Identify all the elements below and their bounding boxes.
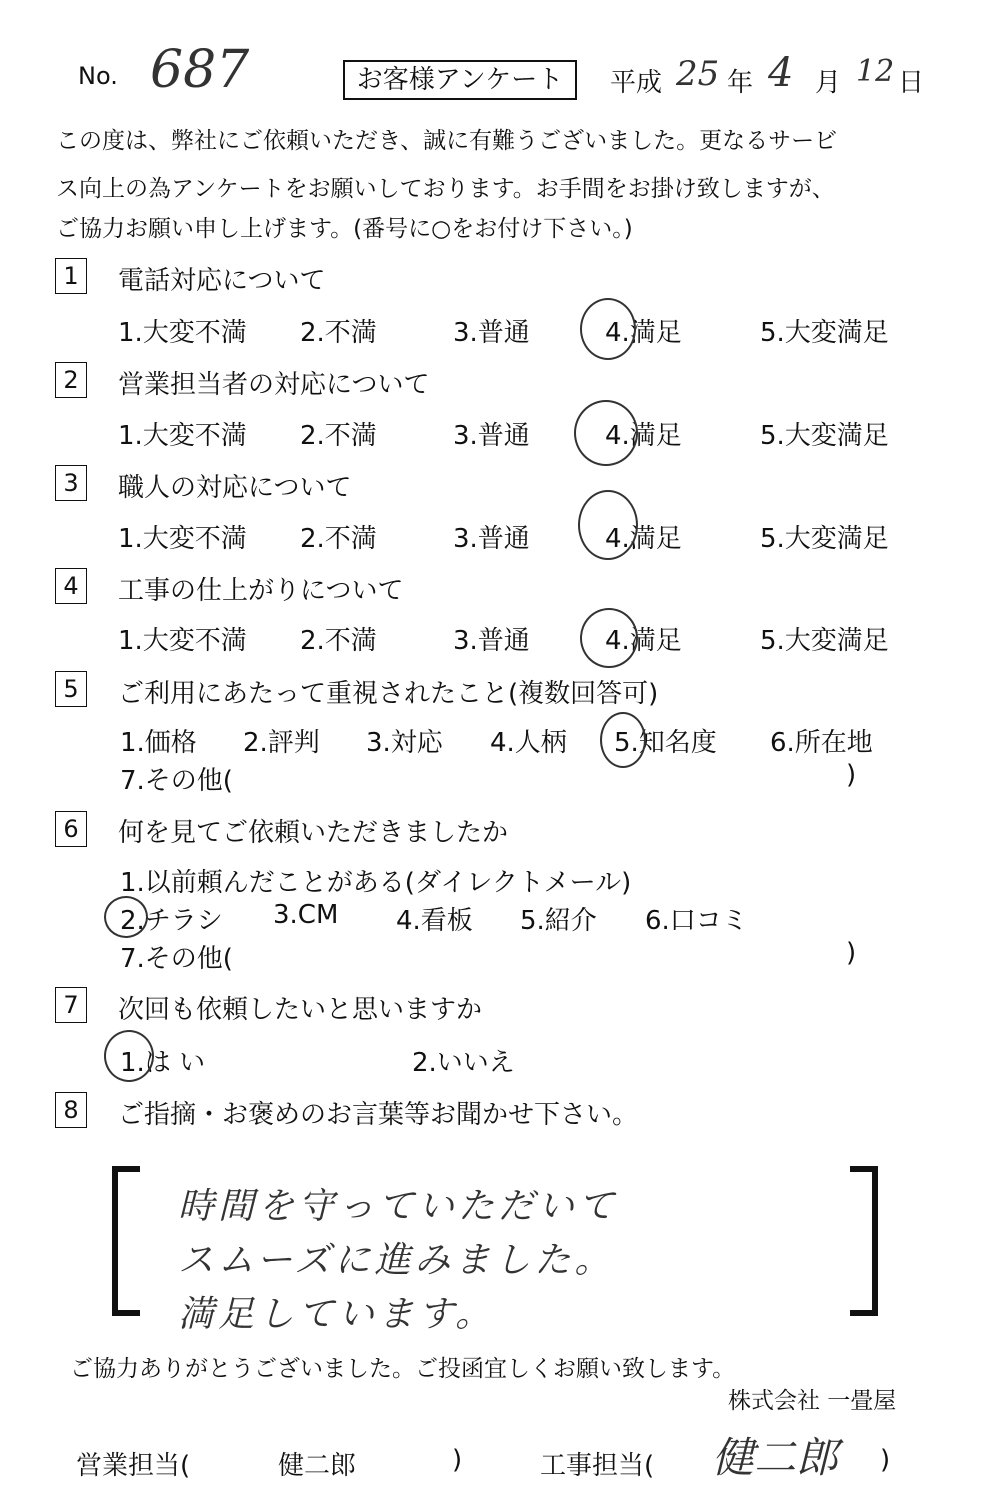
thanks-text: ご協力ありがとうございました。ご投函宜しくお願い致します。	[70, 1356, 736, 1382]
comment-bracket-left	[112, 1166, 140, 1316]
sales-person-name: 健二郎	[278, 1451, 357, 1481]
month-unit: 月	[815, 68, 842, 98]
q6-option-1[interactable]: 1.以前頼んだことがある(ダイレクトメール)	[120, 868, 632, 898]
q6-selection-circle	[104, 896, 148, 938]
question-7-text: 次回も依頼したいと思いますか	[118, 995, 483, 1025]
q1-option-1[interactable]: 1.大変不満	[118, 318, 247, 348]
q2-option-5[interactable]: 5.大変満足	[760, 421, 889, 451]
q6-option-4[interactable]: 4.看板	[396, 906, 473, 936]
sales-label: 営業担当(	[76, 1451, 191, 1481]
era-label: 平成	[610, 68, 663, 98]
month-value: 4	[768, 50, 794, 96]
survey-title: お客様アンケート	[356, 65, 564, 95]
q7-selection-circle	[104, 1030, 154, 1082]
q3-option-4[interactable]: 4.満足	[605, 524, 682, 554]
q3-option-2[interactable]: 2.不満	[300, 524, 377, 554]
q1-option-5[interactable]: 5.大変満足	[760, 318, 889, 348]
question-2-number: 2	[55, 362, 87, 398]
work-person-name: 健二郎	[712, 1433, 839, 1482]
q5-option-3[interactable]: 3.対応	[366, 728, 443, 758]
question-1-text: 電話対応について	[118, 266, 326, 296]
question-3-text: 職人の対応について	[118, 473, 352, 503]
q6-option-other[interactable]: 7.その他(	[120, 944, 233, 974]
question-4-number: 4	[55, 568, 87, 604]
intro-line-3: ご協力お願い申し上げます。(番号に○をお付け下さい。)	[56, 216, 633, 242]
question-4-text: 工事の仕上がりについて	[118, 576, 404, 606]
day-value: 12	[856, 54, 895, 89]
comment-line-2[interactable]: スムーズに進みました。	[178, 1240, 615, 1281]
question-5-number: 5	[55, 671, 87, 707]
intro-line-2: ス向上の為アンケートをお願いしております。お手間をお掛け致しますが、	[56, 176, 835, 202]
survey-number: 687	[150, 40, 250, 100]
company-name: 株式会社 一畳屋	[728, 1388, 897, 1414]
q2-option-3[interactable]: 3.普通	[453, 421, 530, 451]
q5-option-1[interactable]: 1.価格	[120, 728, 197, 758]
q6-option-6[interactable]: 6.口コミ	[645, 906, 748, 936]
q2-option-2[interactable]: 2.不満	[300, 421, 377, 451]
q5-other-close: )	[846, 760, 857, 790]
question-3-number: 3	[55, 465, 87, 501]
q5-option-5[interactable]: 5.知名度	[614, 728, 717, 758]
q3-selection-circle	[578, 490, 638, 560]
comment-bracket-right	[850, 1166, 878, 1316]
sales-close: )	[452, 1445, 463, 1475]
q6-option-3[interactable]: 3.CM	[273, 900, 339, 930]
q6-option-2[interactable]: 2.チラシ	[120, 906, 223, 936]
q3-option-1[interactable]: 1.大変不満	[118, 524, 247, 554]
day-unit: 日	[898, 68, 925, 98]
work-close: )	[880, 1445, 891, 1475]
q1-option-2[interactable]: 2.不満	[300, 318, 377, 348]
question-6-text: 何を見てご依頼いただきましたか	[118, 818, 509, 848]
no-label: No.	[78, 62, 118, 90]
title-box	[343, 60, 577, 100]
question-8-number: 8	[55, 1092, 87, 1128]
q5-option-6[interactable]: 6.所在地	[770, 728, 873, 758]
comment-line-1[interactable]: 時間を守っていただいて	[178, 1186, 619, 1227]
intro-line-1: この度は、弊社にご依頼いただき、誠に有難うございました。更なるサービ	[56, 128, 838, 154]
q4-option-1[interactable]: 1.大変不満	[118, 626, 247, 656]
q4-option-2[interactable]: 2.不満	[300, 626, 377, 656]
q2-selection-circle	[574, 400, 638, 466]
q4-selection-circle	[580, 608, 638, 668]
year-unit: 年	[727, 68, 754, 98]
q7-option-yes[interactable]: 1.は い	[120, 1048, 206, 1078]
question-2-text: 営業担当者の対応について	[118, 370, 430, 400]
question-8-text: ご指摘・お褒めのお言葉等お聞かせ下さい。	[118, 1100, 639, 1130]
q5-selection-circle	[600, 712, 646, 768]
year-value: 25	[676, 54, 720, 94]
q7-option-no[interactable]: 2.いいえ	[412, 1048, 515, 1078]
q1-option-3[interactable]: 3.普通	[453, 318, 530, 348]
question-6-number: 6	[55, 811, 87, 847]
q3-option-3[interactable]: 3.普通	[453, 524, 530, 554]
q3-option-5[interactable]: 5.大変満足	[760, 524, 889, 554]
q1-selection-circle	[580, 298, 636, 360]
q2-option-1[interactable]: 1.大変不満	[118, 421, 247, 451]
q4-option-4[interactable]: 4.満足	[605, 626, 682, 656]
q2-option-4[interactable]: 4.満足	[605, 421, 682, 451]
work-label: 工事担当(	[540, 1451, 655, 1481]
q5-option-4[interactable]: 4.人柄	[490, 728, 567, 758]
q5-option-other[interactable]: 7.その他(	[120, 766, 233, 796]
question-1-number: 1	[55, 258, 87, 294]
q6-other-close: )	[846, 938, 857, 968]
q6-option-5[interactable]: 5.紹介	[520, 906, 597, 936]
q4-option-5[interactable]: 5.大変満足	[760, 626, 889, 656]
q1-option-4[interactable]: 4.満足	[605, 318, 682, 348]
question-5-text: ご利用にあたって重視されたこと(複数回答可)	[118, 679, 659, 709]
question-7-number: 7	[55, 987, 87, 1023]
q5-option-2[interactable]: 2.評判	[243, 728, 320, 758]
q4-option-3[interactable]: 3.普通	[453, 626, 530, 656]
comment-line-3[interactable]: 満足しています。	[178, 1294, 496, 1335]
